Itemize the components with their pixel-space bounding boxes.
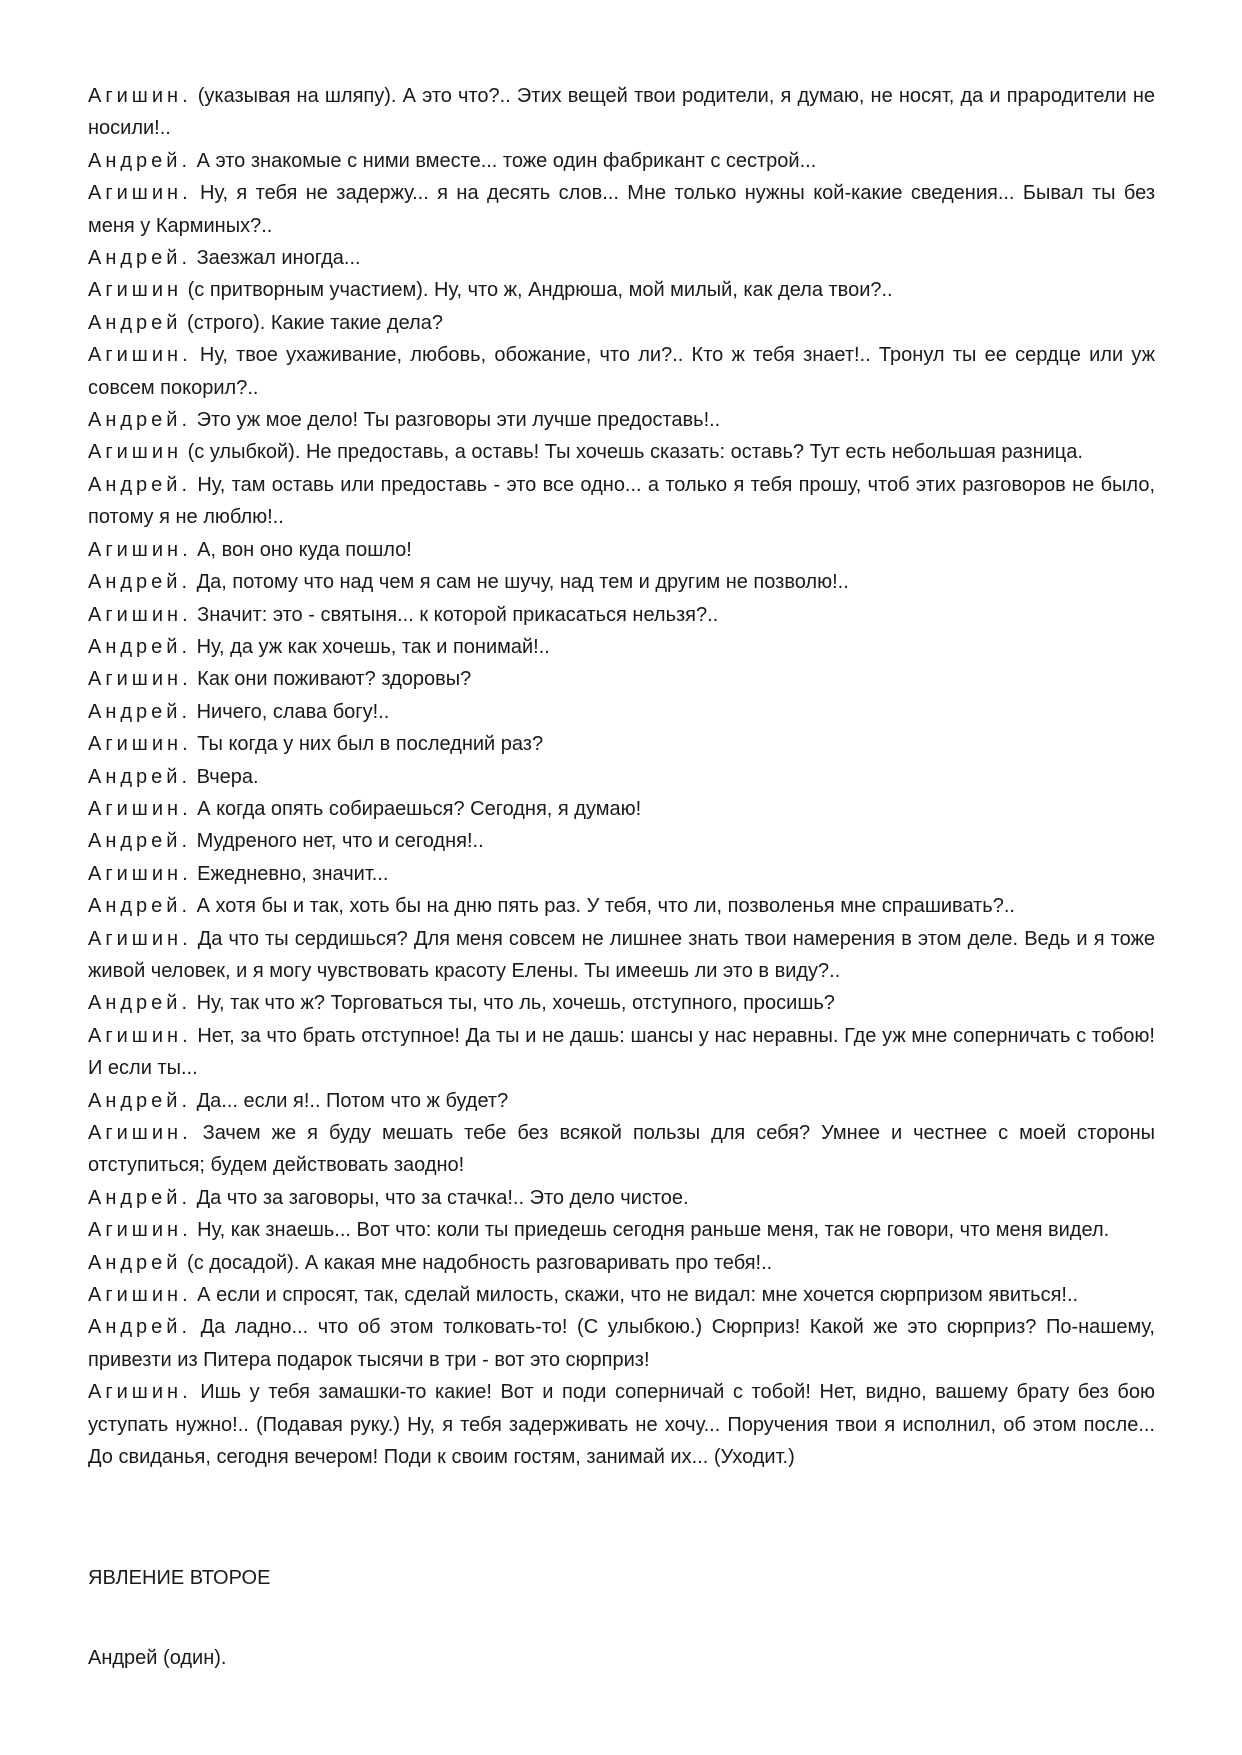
dialogue-line xyxy=(88,242,1155,274)
speaker-name: Андрей xyxy=(88,1251,182,1274)
dialogue-line xyxy=(88,1020,1155,1085)
speaker-name: Агишин. xyxy=(88,182,192,205)
speaker-name: Агишин. xyxy=(88,733,192,756)
dialogue-line xyxy=(88,631,1155,663)
speaker-name: Агишин. xyxy=(88,927,192,950)
dialogue-text: Да ладно... что об этом толковать-то! (С улыбкою.) Сюрприз! Какой же это сюрприз? По-нашему, привезти из Питера подарок тысячи в три - вот это сюрприз! xyxy=(88,1316,1155,1371)
speaker-name: Агишин. xyxy=(88,1284,192,1307)
speaker-name: Андрей. xyxy=(88,765,192,788)
dialogue-text: Ну, там оставь или предоставь - это все одно... а только я тебя прошу, чтоб этих разговоров не было, потому я не люблю!.. xyxy=(88,473,1155,529)
document-page xyxy=(88,80,1155,1669)
speaker-name: Агишин. xyxy=(88,1381,192,1404)
speaker-name: Андрей. xyxy=(88,1089,192,1112)
dialogue-text: А хотя бы и так, хоть бы на дню пять раз. У тебя, что ли, позволенья мне спрашивать?.. xyxy=(191,895,1015,918)
speaker-name: Андрей. xyxy=(88,1316,192,1339)
dialogue-line xyxy=(88,404,1155,436)
dialogue-line xyxy=(88,728,1155,760)
speaker-name: Андрей xyxy=(88,311,182,334)
dialogue-line xyxy=(88,663,1155,695)
speaker-name: Андрей. xyxy=(88,635,192,658)
dialogue-line xyxy=(88,469,1155,534)
speaker-name: Агишин. xyxy=(88,862,192,885)
dialogue-line xyxy=(88,1311,1155,1376)
dialogue-line xyxy=(88,1182,1155,1214)
dialogue-text: Ну, твое ухаживание, любовь, обожание, что ли?.. Кто ж тебя знает!.. Тронул ты ее сердце или уж совсем покорил?.. xyxy=(88,344,1155,399)
dialogue-line xyxy=(88,145,1155,177)
speaker-name: Агишин. xyxy=(88,603,192,626)
dialogue-line xyxy=(88,599,1155,631)
dialogue-text: (с досадой). А какая мне надобность разговаривать про тебя!.. xyxy=(181,1251,773,1274)
dialogue-text: (указывая на шляпу). А это что?.. Этих вещей твои родители, я думаю, не носят, да и прародители не носили!.. xyxy=(88,85,1155,140)
dialogue-line xyxy=(88,858,1155,890)
stage-direction: Андрей (один). xyxy=(88,1647,227,1669)
dialogue-text: Значит: это - святыня... к которой прикасаться нельзя?.. xyxy=(191,603,719,626)
speaker-name: Андрей. xyxy=(88,992,192,1015)
dialogue-text: Ну, да уж как хочешь, так и понимай!.. xyxy=(191,635,550,658)
dialogue-text: Да... если я!.. Потом что ж будет? xyxy=(191,1089,509,1112)
speaker-name: Агишин. xyxy=(88,668,192,691)
dialogue-line xyxy=(88,177,1155,242)
dialogue-line xyxy=(88,1376,1155,1473)
speaker-name: Агишин xyxy=(88,279,183,302)
speaker-name: Андрей. xyxy=(88,149,192,172)
dialogue-line xyxy=(88,793,1155,825)
dialogue-line xyxy=(88,825,1155,857)
dialogue-text: Заезжал иногда... xyxy=(191,247,361,270)
dialogue-text: Ничего, слава богу!.. xyxy=(191,700,390,723)
dialogue-text: (с притворным участием). Ну, что ж, Андрюша, мой милый, как дела твои?.. xyxy=(182,279,893,302)
dialogue-text: А это знакомые с ними вместе... тоже один фабрикант с сестрой... xyxy=(191,149,817,172)
speaker-name: Андрей. xyxy=(88,247,192,270)
dialogue-line xyxy=(88,1085,1155,1117)
dialogue-text: Ну, как знаешь... Вот что: коли ты приедешь сегодня раньше меня, так не говори, что меня видел. xyxy=(191,1219,1110,1242)
speaker-name: Андрей. xyxy=(88,895,192,918)
speaker-name: Агишин. xyxy=(88,344,192,367)
dialogue-text: Да что ты сердишься? Для меня совсем не лишнее знать твои намерения в этом деле. Ведь и я тоже живой человек, и я могу чувствовать красоту Елены. Ты имеешь ли это в виду?.. xyxy=(88,927,1155,982)
speaker-name: Агишин xyxy=(88,441,183,464)
dialogue-line xyxy=(88,307,1155,339)
dialogue-text: (с улыбкой). Не предоставь, а оставь! Ты хочешь сказать: оставь? Тут есть небольшая разница. xyxy=(182,441,1083,464)
scene-heading: ЯВЛЕНИЕ ВТОРОЕ xyxy=(88,1567,271,1589)
dialogue-line xyxy=(88,987,1155,1019)
dialogue-text: Ну, так что ж? Торговаться ты, что ль, хочешь, отступного, просишь? xyxy=(191,992,835,1015)
dialogue-block xyxy=(88,80,1155,1473)
dialogue-line xyxy=(88,1279,1155,1311)
dialogue-line xyxy=(88,923,1155,988)
dialogue-line xyxy=(88,761,1155,793)
speaker-name: Агишин. xyxy=(88,1024,192,1047)
dialogue-text: Это уж мое дело! Ты разговоры эти лучше предоставь!.. xyxy=(191,409,721,432)
dialogue-text: А, вон оно куда пошло! xyxy=(191,538,412,561)
dialogue-line xyxy=(88,566,1155,598)
dialogue-text: Мудреного нет, что и сегодня!.. xyxy=(191,830,484,853)
speaker-name: Андрей. xyxy=(88,571,192,594)
dialogue-text: А если и спросят, так, сделай милость, скажи, что не видал: мне хочется сюрпризом явиться!.. xyxy=(191,1284,1079,1307)
dialogue-text: Ежедневно, значит... xyxy=(191,862,389,885)
dialogue-text: (строго). Какие такие дела? xyxy=(181,311,443,334)
dialogue-text: Вчера. xyxy=(191,765,259,788)
speaker-name: Агишин. xyxy=(88,85,192,107)
dialogue-line xyxy=(88,1117,1155,1182)
speaker-name: Андрей. xyxy=(88,409,192,432)
dialogue-text: А когда опять собираешься? Сегодня, я думаю! xyxy=(191,797,642,820)
speaker-name: Агишин. xyxy=(88,1219,192,1242)
speaker-name: Андрей. xyxy=(88,1186,192,1209)
dialogue-line xyxy=(88,1247,1155,1279)
dialogue-text: Ты когда у них был в последний раз? xyxy=(191,733,544,756)
dialogue-text: Да, потому что над чем я сам не шучу, над тем и другим не позволю!.. xyxy=(191,571,849,594)
dialogue-text: Как они поживают? здоровы? xyxy=(191,668,472,691)
dialogue-text: Нет, за что брать отступное! Да ты и не дашь: шансы у нас неравны. Где уж мне соперничать с тобою! И если ты... xyxy=(88,1024,1155,1080)
dialogue-line xyxy=(88,534,1155,566)
speaker-name: Агишин. xyxy=(88,797,192,820)
speaker-name: Агишин. xyxy=(88,1122,192,1144)
speaker-name: Андрей. xyxy=(88,700,192,723)
speaker-name: Агишин. xyxy=(88,538,192,561)
dialogue-text: Ишь у тебя замашки-то какие! Вот и поди соперничай с тобой! Нет, видно, вашему брату без бою уступать нужно!.. (Подавая руку.) Ну, я тебя задерживать не хочу... Поручения твои я исполнил, об этом после... До свиданья, сегодня вечером! Поди к своим гостям, занимай их... (Уходит.) xyxy=(88,1381,1155,1469)
dialogue-line xyxy=(88,436,1155,468)
dialogue-line xyxy=(88,339,1155,404)
dialogue-text: Ну, я тебя не задержу... я на десять слов... Мне только нужны кой-какие сведения... Бывал ты без меня у Карминых?.. xyxy=(88,182,1155,237)
dialogue-line xyxy=(88,890,1155,922)
dialogue-text: Зачем же я буду мешать тебе без всякой пользы для себя? Умнее и честнее с моей стороны отступиться; будем действовать заодно! xyxy=(88,1122,1155,1177)
dialogue-line xyxy=(88,1214,1155,1246)
dialogue-line xyxy=(88,696,1155,728)
dialogue-line xyxy=(88,80,1155,145)
dialogue-text: Да что за заговоры, что за стачка!.. Это дело чистое. xyxy=(191,1186,689,1209)
speaker-name: Андрей. xyxy=(88,473,192,496)
dialogue-line xyxy=(88,274,1155,306)
speaker-name: Андрей. xyxy=(88,830,192,853)
